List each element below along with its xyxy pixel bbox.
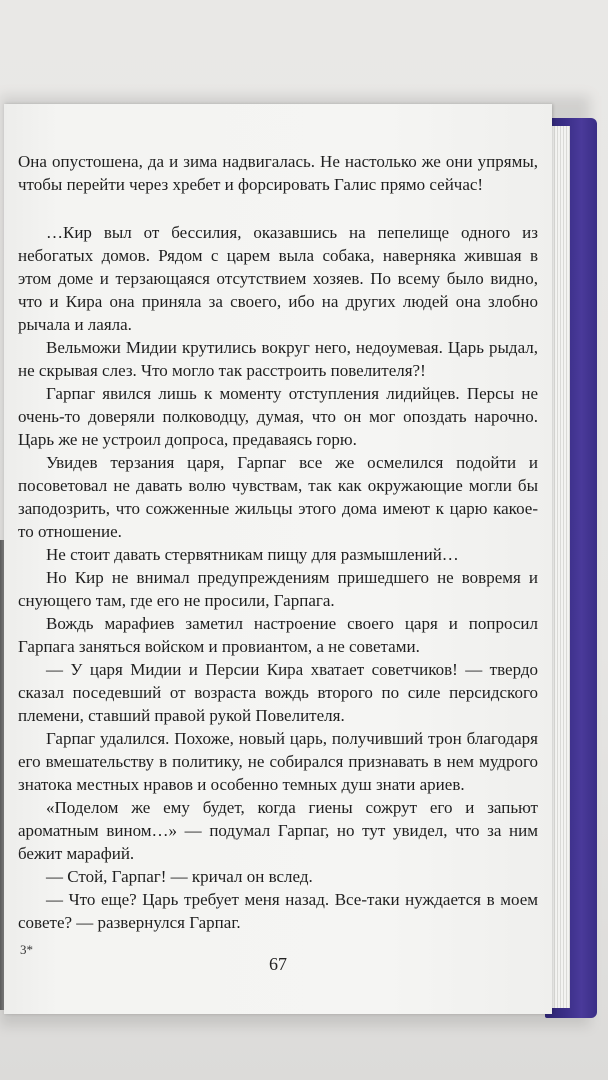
paragraph: Вождь марафиев заметил настроение своего царя и попросил Гарпага заняться войском и провиантом, а не советами. xyxy=(18,614,538,656)
paragraph: Увидев терзания царя, Гарпаг все же осмелился подойти и посоветовал не давать волю чувствам, так как окружающие могли бы заподозрить, что сожженные жильцы этого дома имеют к царю какое-то отношение. xyxy=(18,453,538,541)
page-text xyxy=(18,150,538,934)
paragraph: Гарпаг удалился. Похоже, новый царь, получивший трон благодаря его вмешательству в политику, не собирался признавать в нем мудрого знатока местных нравов и особенно темных душ знати ариев. xyxy=(18,729,538,794)
paragraph: — У царя Мидии и Персии Кира хватает советчиков! — твердо сказал поседевший от возраста вождь второго по силе персидского племени, ставший правой рукой Повелителя. xyxy=(18,660,538,725)
book-page xyxy=(4,104,552,1014)
paragraph: Она опустошена, да и зима надвигалась. Не настолько же они упрямы, чтобы перейти через хребет и форсировать Галис прямо сейчас! xyxy=(18,152,538,194)
page-number: 67 xyxy=(269,954,287,974)
paragraph: …Кир выл от бессилия, оказавшись на пепелище одного из небогатых домов. Рядом с царем выла собака, наверняка жившая в этом доме и терзающаяся отсутствием хозяев. По всему было видно, что и Кира она приняла за своего, ибо на других людей она злобно рычала и лаяла. xyxy=(18,223,538,334)
paragraph: — Что еще? Царь требует меня назад. Все-таки нуждается в моем совете? — развернулся Гарпаг. xyxy=(18,890,538,932)
paragraph: «Поделом же ему будет, когда гиены сожрут его и запьют ароматным вином…» — подумал Гарпаг, но тут увидел, что за ним бежит марафий. xyxy=(18,798,538,863)
paragraph: Не стоит давать стервятникам пищу для размышлений… xyxy=(46,545,459,564)
paragraph: — Стой, Гарпаг! — кричал он вслед. xyxy=(46,867,313,886)
paragraph: Гарпаг явился лишь к моменту отступления лидийцев. Персы не очень-то доверяли полководцу, думая, что он мог опоздать нарочно. Царь же не устроил допроса, предаваясь горю. xyxy=(18,384,538,449)
paragraph: Но Кир не внимал предупреждениям пришедшего не вовремя и снующего там, где его не просили, Гарпага. xyxy=(18,568,538,610)
paragraph: Вельможи Мидии крутились вокруг него, недоумевая. Царь рыдал, не скрывая слез. Что могло так расстроить повелителя?! xyxy=(18,338,538,380)
signature-mark: 3* xyxy=(20,942,33,957)
